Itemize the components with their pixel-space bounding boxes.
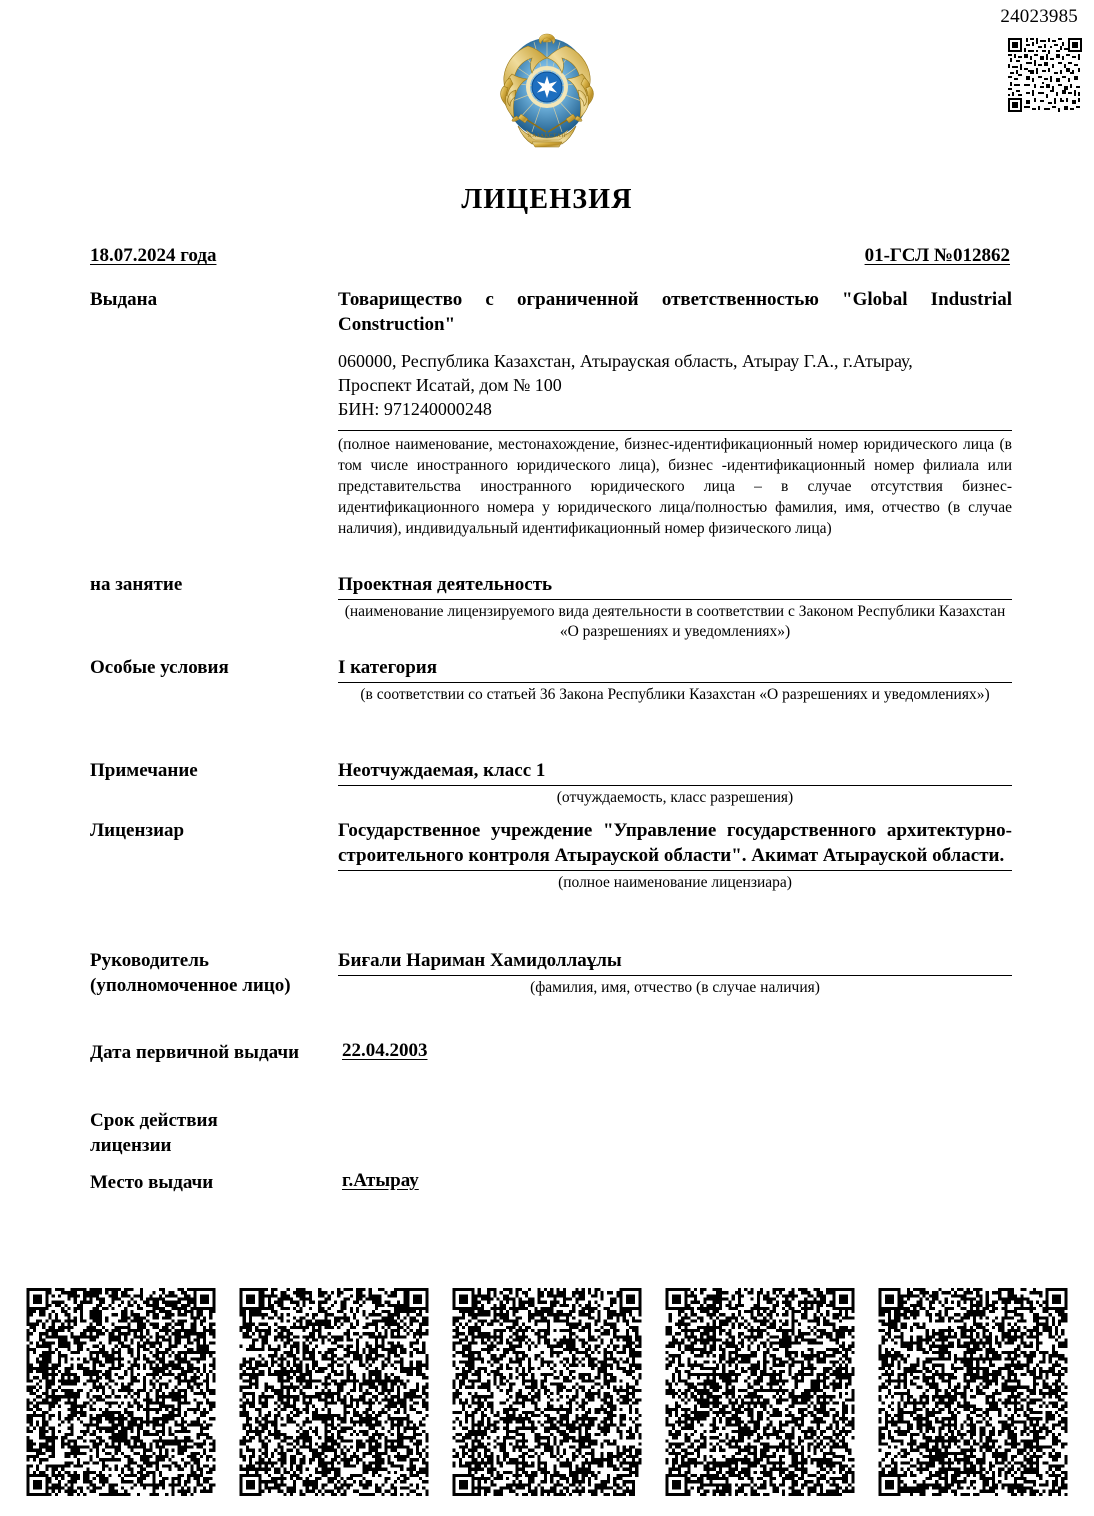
address-line-2: Проспект Исатай, дом № 100 (338, 375, 562, 395)
value-place: г.Атырау (342, 1170, 419, 1191)
label-first-issue-date: Дата первичной выдачи (90, 1042, 300, 1063)
svg-text:ҚАЗАҚСТАН: ҚАЗАҚСТАН (528, 133, 566, 139)
qr-code-icon (1008, 38, 1082, 112)
value-issued-to: Товарищество с ограниченной ответственностью "Global Industrial Construction" (338, 289, 1012, 335)
label-activity: на занятие (90, 574, 183, 595)
field-activity (338, 572, 1012, 642)
value-head-name: Биғали Нариман Хамидоллаұлы (338, 950, 622, 971)
value-special-conditions: I категория (338, 657, 438, 678)
field-special-conditions (338, 655, 1012, 705)
divider-activity (338, 599, 1012, 600)
label-head-line-1: Руководитель (90, 950, 209, 971)
label-validity-line-1: Срок действия (90, 1110, 218, 1131)
field-licensor (338, 818, 1012, 893)
signature-barcode-strip (0, 1288, 1094, 1498)
label-issued-to: Выдана (90, 289, 158, 310)
label-head (90, 948, 330, 998)
label-head-line-2: (уполномоченное лицо) (90, 975, 291, 996)
issue-date: 18.07.2024 года (90, 245, 217, 266)
address-line-1: 060000, Республика Казахстан, Атырауская область, Атырау Г.А., г.Атырау, (338, 351, 913, 371)
value-activity: Проектная деятельность (338, 574, 553, 595)
qr-code-icon (452, 1288, 642, 1496)
divider-head (338, 975, 1012, 976)
field-head (338, 948, 1012, 998)
caption-special-conditions: (в соответствии со статьей 36 Закона Республики Казахстан «О разрешениях и уведомлениях») (360, 686, 990, 703)
label-licensor: Лицензиар (90, 820, 185, 841)
caption-issued-to: (полное наименование, местонахождение, бизнес-идентификационный номер юридического лица (в том числе иностранного юридического лица), бизнес -идентификационный номер филиала или представительства иностранного юридического лица – в случае отсутствия бизнес-идентификационного номера у юридического лица/полностью фамилия, имя, отчество (в случае наличия), индивидуальный идентификационный номер физического лица) (338, 436, 1012, 537)
label-validity (90, 1108, 330, 1158)
divider-issued-to (338, 430, 1012, 431)
field-place (342, 1170, 419, 1192)
document-number: 24023985 (1000, 6, 1078, 27)
value-first-issue-date: 22.04.2003 (342, 1040, 428, 1061)
qr-code-icon (26, 1288, 216, 1496)
divider-note (338, 785, 1012, 786)
divider-licensor (338, 870, 1012, 871)
registration-number: 01-ГСЛ №012862 (864, 245, 1010, 266)
qr-code-icon (878, 1288, 1068, 1496)
label-special-conditions: Особые условия (90, 657, 229, 678)
caption-activity: (наименование лицензируемого вида деятельности в соответствии с Законом Республики Казахстан «О разрешениях и уведомлениях») (344, 603, 1006, 640)
caption-note: (отчуждаемость, класс разрешения) (556, 789, 794, 806)
divider-special-conditions (338, 682, 1012, 683)
field-issued-to (338, 287, 1012, 539)
bin-number: БИН: 971240000248 (338, 399, 492, 419)
caption-head: (фамилия, имя, отчество (в случае наличия) (530, 979, 820, 996)
label-validity-line-2: лицензии (90, 1135, 172, 1156)
value-licensor: Государственное учреждение "Управление государственного архитектурно-строительного контроля Атырауской области". Акимат Атырауской области. (338, 820, 1012, 866)
label-place: Место выдачи (90, 1172, 214, 1193)
qr-code-icon (239, 1288, 429, 1496)
caption-licensor: (полное наименование лицензиара) (558, 874, 792, 891)
field-note (338, 758, 1012, 808)
field-first-issue-date (342, 1040, 428, 1062)
value-note: Неотчуждаемая, класс 1 (338, 760, 546, 781)
state-emblem-icon (488, 26, 606, 154)
label-note: Примечание (90, 760, 198, 781)
qr-code-icon (665, 1288, 855, 1496)
page-title: ЛИЦЕНЗИЯ (461, 184, 633, 215)
